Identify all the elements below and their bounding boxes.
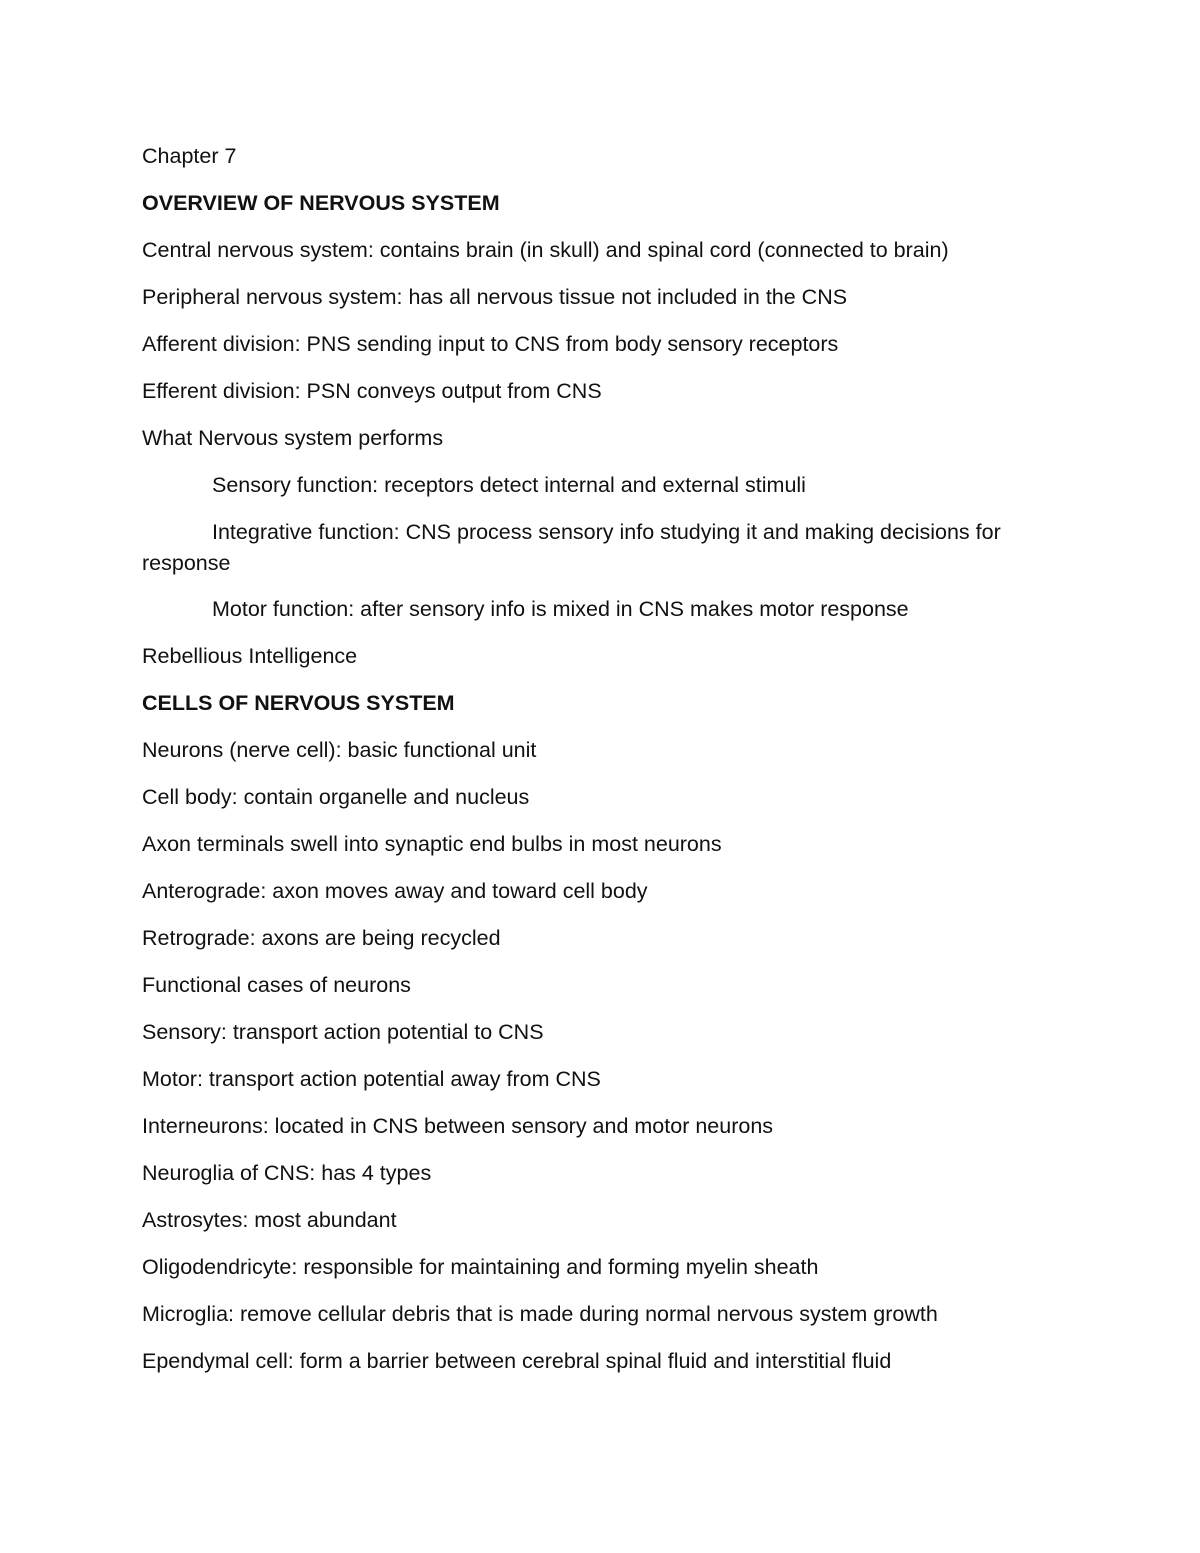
note-line-oligodendricyte: Oligodendricyte: responsible for maintaining and forming myelin sheath — [142, 1255, 819, 1279]
note-line-retrograde: Retrograde: axons are being recycled — [142, 926, 501, 950]
note-line-microglia: Microglia: remove cellular debris that is made during normal nervous system growth — [142, 1302, 938, 1326]
note-line-pns: Peripheral nervous system: has all nervous tissue not included in the CNS — [142, 285, 848, 309]
note-line-rebellious: Rebellious Intelligence — [142, 644, 358, 668]
note-line-what-performs: What Nervous system performs — [142, 426, 444, 450]
note-line-functional-cases: Functional cases of neurons — [142, 973, 411, 997]
chapter-title: Chapter 7 — [142, 144, 237, 168]
note-line-integrative-function: Integrative function: CNS process sensory info studying it and making decisions for response — [142, 520, 1001, 575]
note-line-neuroglia: Neuroglia of CNS: has 4 types — [142, 1161, 432, 1185]
note-line-efferent: Efferent division: PSN conveys output from CNS — [142, 379, 602, 403]
section-heading-cells: CELLS OF NERVOUS SYSTEM — [142, 691, 455, 715]
note-line-sensory-function: Sensory function: receptors detect internal and external stimuli — [212, 473, 806, 497]
note-line-neurons: Neurons (nerve cell): basic functional unit — [142, 738, 537, 762]
note-line-anterograde: Anterograde: axon moves away and toward cell body — [142, 879, 648, 903]
note-line-interneurons: Interneurons: located in CNS between sensory and motor neurons — [142, 1114, 774, 1138]
note-line-motor: Motor: transport action potential away from CNS — [142, 1067, 601, 1091]
note-line-cell-body: Cell body: contain organelle and nucleus — [142, 785, 530, 809]
note-line-sensory: Sensory: transport action potential to CNS — [142, 1020, 544, 1044]
note-line-afferent: Afferent division: PNS sending input to CNS from body sensory receptors — [142, 332, 839, 356]
note-line-axon-terminals: Axon terminals swell into synaptic end bulbs in most neurons — [142, 832, 722, 856]
section-heading-overview: OVERVIEW OF NERVOUS SYSTEM — [142, 191, 500, 215]
note-line-ependymal: Ependymal cell: form a barrier between cerebral spinal fluid and interstitial fluid — [142, 1349, 892, 1373]
note-line-motor-function: Motor function: after sensory info is mixed in CNS makes motor response — [212, 597, 909, 621]
note-line-cns: Central nervous system: contains brain (in skull) and spinal cord (connected to brain) — [142, 238, 949, 262]
document-body — [142, 141, 1062, 1393]
note-line-astrosytes: Astrosytes: most abundant — [142, 1208, 397, 1232]
